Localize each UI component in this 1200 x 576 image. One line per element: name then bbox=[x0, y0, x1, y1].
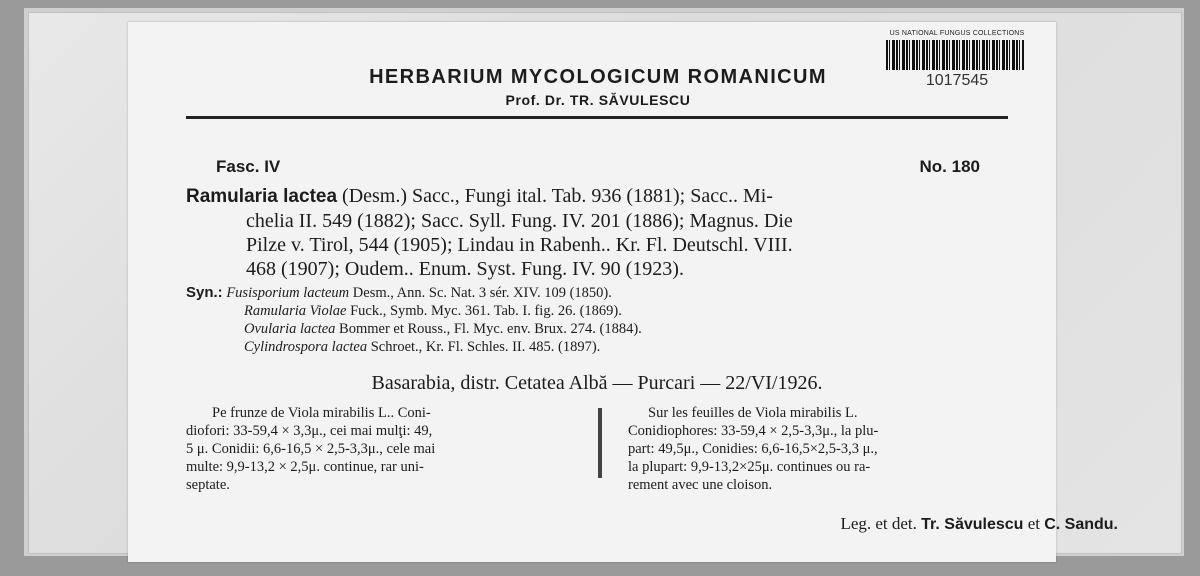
synonym-row bbox=[186, 320, 1008, 338]
description-line: la plupart: 9,9-13,2×25μ. continues ou ra- bbox=[628, 459, 871, 475]
collection-locality: Basarabia, distr. Cetatea Albă — Purcari — 22/VI/1926. bbox=[371, 372, 823, 394]
citation-line-2: chelia II. 549 (1882); Sacc. Syll. Fung. IV. 201 (1886); Magnus. Die bbox=[246, 210, 793, 232]
legend-prefix: Leg. et det. bbox=[840, 514, 922, 533]
synonym-row bbox=[186, 338, 1008, 356]
column-divider bbox=[598, 408, 602, 478]
species-citation bbox=[186, 184, 1008, 281]
description-line: part: 49,5μ., Conidies: 6,6-16,5×2,5-3,3 μ., bbox=[628, 441, 878, 457]
description-line: multe: 9,9-13,2 × 2,5μ. continue, rar uni- bbox=[186, 459, 424, 475]
species-name: Ramularia lactea bbox=[186, 186, 338, 207]
synonym-name: Cylindrospora lactea bbox=[244, 339, 368, 355]
synonym-row bbox=[186, 302, 1008, 320]
barcode-caption: US NATIONAL FUNGUS COLLECTIONS bbox=[889, 30, 1025, 37]
collector-name: Tr. Săvulescu bbox=[921, 516, 1024, 533]
legend-joiner: et bbox=[1023, 514, 1045, 533]
barcode-image bbox=[886, 40, 1024, 70]
synonym-name: Ovularia lactea bbox=[244, 321, 336, 337]
description-line: septate. bbox=[186, 477, 230, 493]
citation-line-4: 468 (1907); Oudem.. Enum. Syst. Fung. IV. 90 (1923). bbox=[246, 258, 684, 280]
synonyms-label: Syn.: bbox=[186, 284, 223, 301]
synonym-name: Ramularia Violae bbox=[244, 303, 347, 319]
synonym-row bbox=[186, 284, 1008, 302]
collector-legend bbox=[840, 514, 1118, 534]
synonym-name: Fusisporium lacteum bbox=[226, 285, 350, 301]
header-rule bbox=[186, 116, 1008, 119]
description-line: rement avec une cloison. bbox=[628, 477, 773, 493]
barcode-block bbox=[886, 30, 1028, 96]
synonym-ref: Desm., Ann. Sc. Nat. 3 sér. XIV. 109 (1850). bbox=[349, 285, 612, 301]
synonyms bbox=[186, 284, 1008, 356]
description-romanian bbox=[186, 404, 578, 494]
collector-name: C. Sandu. bbox=[1044, 516, 1118, 533]
herbarium-title: HERBARIUM MYCOLOGICUM ROMANICUM bbox=[369, 66, 827, 88]
synonym-ref: Bommer et Rouss., Fl. Myc. env. Brux. 274. (1884). bbox=[335, 321, 642, 337]
description-line: Pe frunze de Viola mirabilis L.. Coni- bbox=[212, 405, 431, 421]
synonym-ref: Schroet., Kr. Fl. Schles. II. 485. (1897). bbox=[367, 339, 601, 355]
synonym-ref: Fuck., Symb. Myc. 361. Tab. I. fig. 26. (1869). bbox=[346, 303, 622, 319]
description-line: Sur les feuilles de Viola mirabilis L. bbox=[648, 405, 858, 421]
herbarium-subtitle: Prof. Dr. TR. SĂVULESCU bbox=[505, 92, 691, 108]
description-french bbox=[628, 404, 1006, 494]
citation-line-1 bbox=[186, 184, 1008, 209]
description-line: Conidiophores: 33-59,4 × 2,5-3,3μ., la plu- bbox=[628, 423, 879, 439]
description-line: 5 μ. Conidii: 6,6-16,5 × 2,5-3,3μ., cele mai bbox=[186, 441, 436, 457]
citation-line-3: Pilze v. Tirol, 544 (1905); Lindau in Rabenh.. Kr. Fl. Deutschl. VIII. bbox=[246, 234, 793, 256]
fascicle-label: Fasc. IV bbox=[216, 157, 281, 176]
barcode-number: 1017545 bbox=[925, 72, 989, 89]
citation-line-1-rest: (Desm.) Sacc., Fungi ital. Tab. 936 (1881); Sacc.. Mi- bbox=[337, 185, 773, 207]
specimen-number: No. 180 bbox=[919, 157, 980, 176]
description-line: diofori: 33-59,4 × 3,3μ., cei mai mulţi: 49, bbox=[186, 423, 433, 439]
